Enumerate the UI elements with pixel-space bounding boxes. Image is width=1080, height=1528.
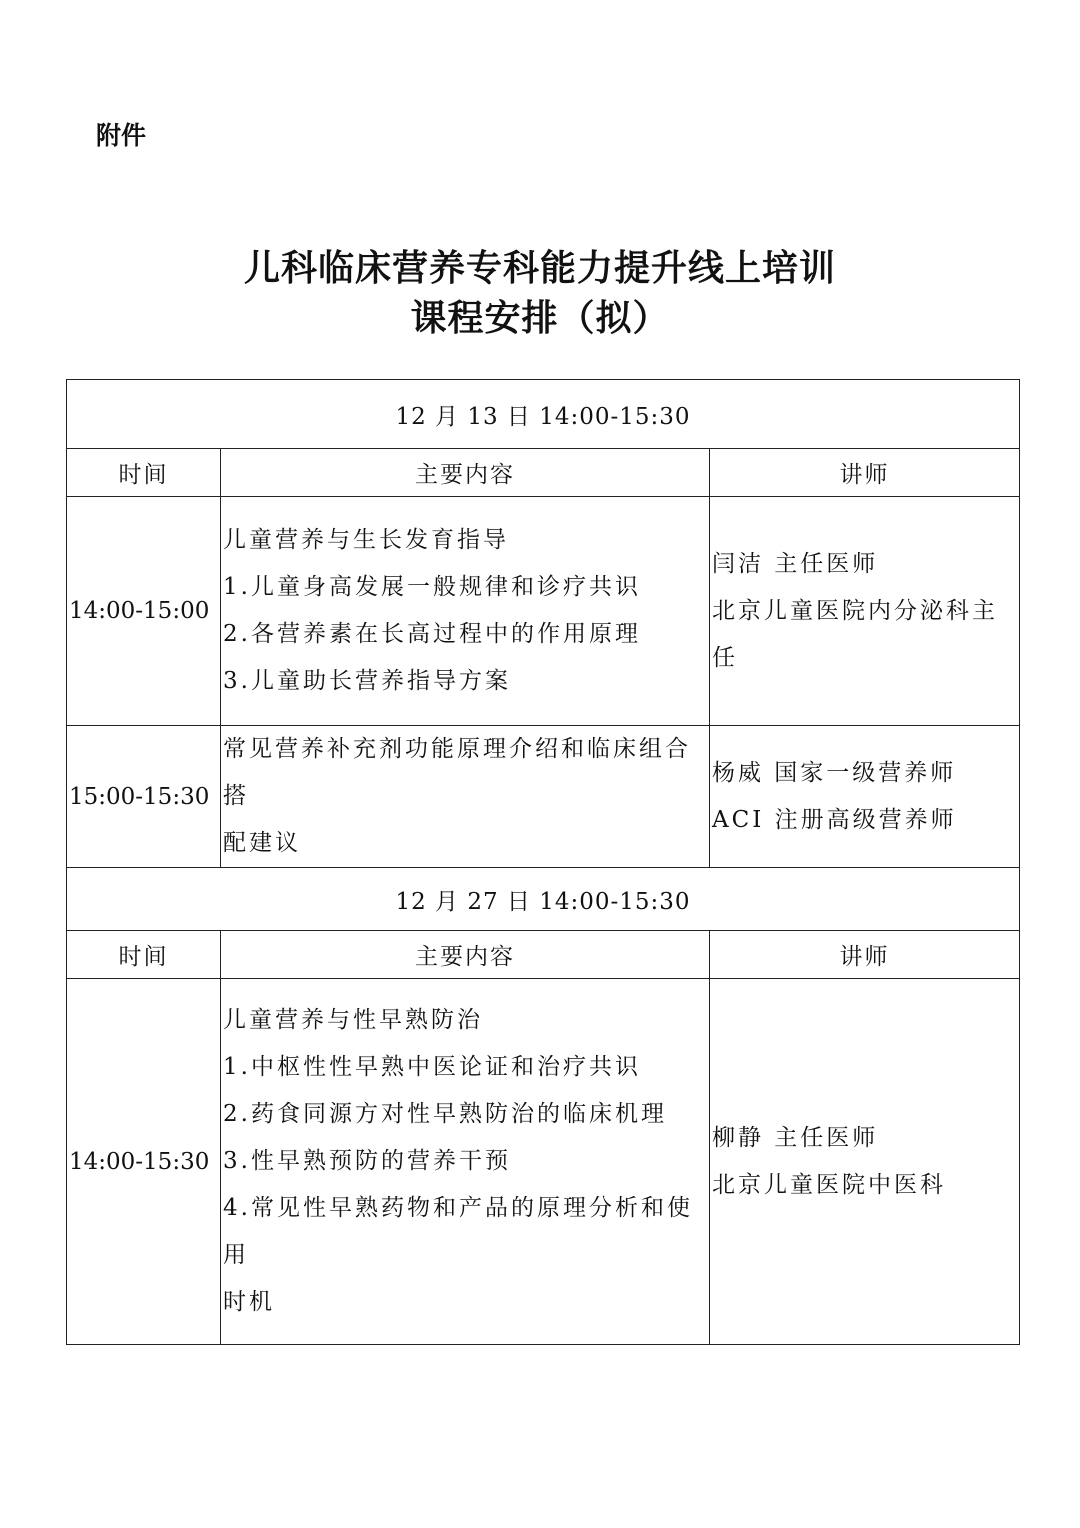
content-line: 配建议 <box>223 830 301 856</box>
attachment-label: 附件 <box>96 121 147 150</box>
header-lecturer: 讲师 <box>710 449 1020 497</box>
row-time: 14:00-15:30 <box>67 979 221 1345</box>
lecturer-line: ACI 注册高级营养师 <box>712 806 957 833</box>
lecturer-line: 杨威 国家一级营养师 <box>712 759 957 786</box>
table-row <box>67 726 1020 868</box>
row-lecturer <box>710 726 1020 868</box>
row-lecturer <box>710 979 1020 1345</box>
header-lecturer: 讲师 <box>710 931 1020 979</box>
row-content <box>221 497 710 726</box>
content-line: 3.儿童助长营养指导方案 <box>223 668 511 694</box>
header-time: 时间 <box>67 449 221 497</box>
content-line: 1.中枢性性早熟中医论证和治疗共识 <box>223 1054 641 1080</box>
session-date: 12 月 13 日 14:00-15:30 <box>67 380 1020 449</box>
content-line: 1.儿童身高发展一般规律和诊疗共识 <box>223 574 641 600</box>
header-time: 时间 <box>67 931 221 979</box>
lecturer-line: 北京儿童医院中医科 <box>712 1171 946 1198</box>
content-line: 时机 <box>223 1289 275 1315</box>
document-title: 儿科临床营养专科能力提升线上培训 <box>243 248 836 289</box>
content-line: 常见营养补充剂功能原理介绍和临床组合搭 <box>223 736 691 809</box>
row-content <box>221 726 710 868</box>
row-lecturer <box>710 497 1020 726</box>
content-line: 2.药食同源方对性早熟防治的临床机理 <box>223 1101 667 1127</box>
content-line: 2.各营养素在长高过程中的作用原理 <box>223 621 641 647</box>
lecturer-line: 北京儿童医院内分泌科主任 <box>712 597 998 671</box>
table-row <box>67 497 1020 726</box>
document-subtitle: 课程安排（拟） <box>410 298 670 339</box>
lecturer-line: 闫洁 主任医师 <box>712 550 879 577</box>
content-line: 3.性早熟预防的营养干预 <box>223 1148 511 1174</box>
session-date: 12 月 27 日 14:00-15:30 <box>67 868 1020 931</box>
content-line: 4.常见性早熟药物和产品的原理分析和使用 <box>223 1195 693 1268</box>
row-time: 15:00-15:30 <box>67 726 221 868</box>
session-date-row <box>67 868 1020 931</box>
header-row <box>67 449 1020 497</box>
row-time: 14:00-15:00 <box>67 497 221 726</box>
header-content: 主要内容 <box>221 449 710 497</box>
session-date-row <box>67 380 1020 449</box>
lecturer-line: 柳静 主任医师 <box>712 1124 879 1151</box>
content-line: 儿童营养与生长发育指导 <box>223 527 509 553</box>
table-row <box>67 979 1020 1345</box>
content-line: 儿童营养与性早熟防治 <box>223 1007 483 1033</box>
header-row <box>67 931 1020 979</box>
schedule-table <box>66 379 1020 1345</box>
row-content <box>221 979 710 1345</box>
header-content: 主要内容 <box>221 931 710 979</box>
